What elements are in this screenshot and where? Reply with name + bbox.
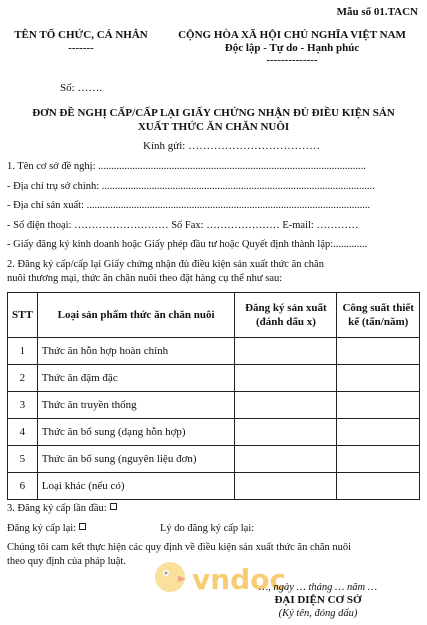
product-table <box>7 292 420 500</box>
renewal-reason-label: Lý do đăng ký cấp lại: <box>160 523 255 534</box>
org-dashes: ------- <box>68 42 94 54</box>
signature-representative: ĐẠI DIỆN CƠ SỞ <box>274 594 362 606</box>
header-register-line2: (đánh dấu x) <box>255 316 316 328</box>
row-product: Thức ăn truyền thống <box>37 392 235 419</box>
row-capacity-cell[interactable] <box>337 338 420 365</box>
row-capacity-cell[interactable] <box>337 365 420 392</box>
row-stt: 3 <box>8 392 38 419</box>
table-row <box>8 473 420 500</box>
table-row <box>8 338 420 365</box>
first-registration-row <box>7 502 117 515</box>
row-register-cell[interactable] <box>235 365 337 392</box>
republic-title: CỘNG HÒA XÃ HỘI CHỦ NGHĨA VIỆT NAM <box>178 29 406 41</box>
commitment-line2: theo quy định của pháp luật. <box>7 556 126 567</box>
row-stt: 1 <box>8 338 38 365</box>
section2-line1: 2. Đăng ký cấp/cấp lại Giấy chứng nhận đủ điều kiện sản xuất thức ăn chăn <box>7 259 324 270</box>
row-stt: 2 <box>8 365 38 392</box>
table-row <box>8 446 420 473</box>
section2-line2: nuôi thương mại, thức ăn chăn nuôi theo đặt hàng cụ thể như sau: <box>7 273 283 284</box>
row-product: Thức ăn đậm đặc <box>37 365 235 392</box>
row-product: Thức ăn bổ sung (dạng hỗn hợp) <box>37 419 235 446</box>
row-register-cell[interactable] <box>235 419 337 446</box>
row-capacity-cell[interactable] <box>337 419 420 446</box>
signature-date: …, ngày … tháng … năm … <box>258 582 378 593</box>
field-business-license: - Giấy đăng ký kinh doanh hoặc Giấy phép đầu tư hoặc Quyết định thành lập:............. <box>7 239 368 250</box>
header-product: Loại sản phẩm thức ăn chăn nuôi <box>37 293 235 338</box>
org-label: TÊN TỔ CHỨC, CÁ NHÂN <box>14 29 148 41</box>
watermark-text: vndoc <box>192 563 287 596</box>
table-row <box>8 392 420 419</box>
commitment-line1: Chúng tôi cam kết thực hiện các quy định về điều kiện sản xuất thức ăn chăn nuôi <box>7 542 352 553</box>
row-register-cell[interactable] <box>235 392 337 419</box>
header-capacity <box>337 293 420 338</box>
document-number: Số: ……. <box>60 82 103 94</box>
document-title-line1: ĐƠN ĐỀ NGHỊ CẤP/CẤP LẠI GIẤY CHỨNG NHẬN ĐỦ ĐIỀU KIỆN SẢN <box>32 107 395 119</box>
first-registration-checkbox[interactable] <box>110 503 117 510</box>
first-registration-label: 3. Đăng ký cấp lần đầu: <box>7 503 107 514</box>
row-register-cell[interactable] <box>235 473 337 500</box>
row-product: Loại khác (nếu có) <box>37 473 235 500</box>
signature-note: (Ký tên, đóng dấu) <box>278 608 358 619</box>
header-stt: STT <box>8 293 38 338</box>
renewal-checkbox[interactable] <box>79 523 86 530</box>
document-title-line2: XUẤT THỨC ĂN CHĂN NUÔI <box>137 121 290 133</box>
row-stt: 4 <box>8 419 38 446</box>
header-capacity-line1: Công suất thiết <box>342 302 414 314</box>
row-stt: 5 <box>8 446 38 473</box>
row-product: Thức ăn bổ sung (nguyên liệu đơn) <box>37 446 235 473</box>
row-capacity-cell[interactable] <box>337 473 420 500</box>
republic-dashes: -------------- <box>266 54 318 66</box>
row-stt: 6 <box>8 473 38 500</box>
form-code: Mẫu số 01.TACN <box>336 6 418 18</box>
row-capacity-cell[interactable] <box>337 392 420 419</box>
row-register-cell[interactable] <box>235 446 337 473</box>
field-head-office: - Địa chỉ trụ sở chính: ........................................................................................................ <box>7 181 375 192</box>
field-facility-name: 1. Tên cơ sở đề nghị: ...................................................................................................... <box>7 161 366 172</box>
republic-motto: Độc lập - Tự do - Hạnh phúc <box>224 42 360 54</box>
field-production-address: - Địa chỉ sản xuất: ............................................................................................................ <box>7 200 371 211</box>
header-register-line1: Đăng ký sản xuất <box>245 302 327 314</box>
header-capacity-line2: kế (tấn/năm) <box>348 316 409 328</box>
renewal-row <box>7 522 86 535</box>
table-header-row <box>8 293 420 338</box>
row-capacity-cell[interactable] <box>337 446 420 473</box>
addressee: Kính gửi: ……………………………… <box>143 140 321 152</box>
header-register <box>235 293 337 338</box>
table-row <box>8 419 420 446</box>
table-row <box>8 365 420 392</box>
renewal-label: Đăng ký cấp lại: <box>7 523 77 534</box>
row-product: Thức ăn hỗn hợp hoàn chỉnh <box>37 338 235 365</box>
row-register-cell[interactable] <box>235 338 337 365</box>
field-phone-fax-email: - Số điện thoại: ……………………… Số Fax: ………………… E-mail: ………… <box>7 220 359 231</box>
